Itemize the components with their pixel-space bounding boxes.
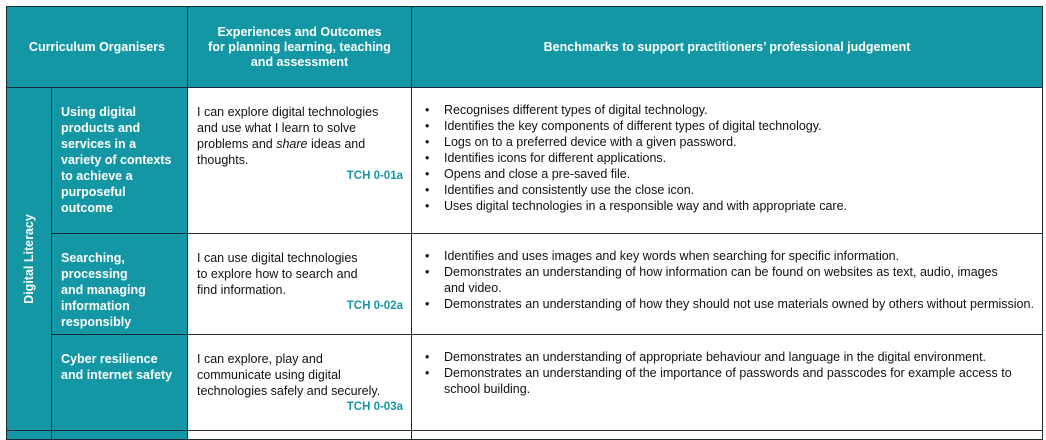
- experience-text: ideas and: [307, 137, 366, 151]
- organiser-line: and internet safety: [61, 368, 173, 382]
- list-item: • Identifies the key components of different types of digital technology.: [420, 118, 1034, 134]
- organiser-line: information: [61, 299, 130, 313]
- section-label-cell: [7, 88, 52, 431]
- experience-cell: [188, 335, 412, 431]
- organiser-cell: [52, 234, 188, 335]
- header-col1-text: Curriculum Organisers: [28, 39, 166, 54]
- outcome-code: TCH 0-01a: [346, 170, 403, 182]
- list-item: • Demonstrates an understanding of how they should not use materials owned by others without permission.: [420, 296, 1034, 312]
- benchmark-cell: [412, 234, 1043, 335]
- benchmarks-table: [6, 6, 1043, 440]
- experience-cell: [188, 88, 412, 234]
- outcome-code: TCH 0-03a: [346, 401, 403, 413]
- list-item: • Demonstrates an understanding of the importance of passwords and passcodes for example access to school building.: [420, 365, 1034, 397]
- experience-line: technologies safely and securely.: [197, 384, 381, 398]
- benchmark-list: [420, 102, 1034, 214]
- organiser-line: to achieve a: [61, 169, 133, 183]
- organiser-cell: [52, 335, 188, 431]
- header-col2-line: and assessment: [250, 54, 349, 69]
- organiser-line: processing: [61, 267, 128, 281]
- benchmark-list: [420, 349, 1034, 397]
- experience-line: and use what I learn to solve: [197, 121, 357, 135]
- list-item: • Demonstrates an understanding of appropriate behaviour and language in the digital environment.: [420, 349, 1034, 365]
- header-col2-line: for planning learning, teaching: [208, 39, 391, 54]
- experience-emphasis: share: [276, 137, 308, 151]
- section-label: Digital Literacy: [22, 214, 36, 304]
- header-row: [7, 7, 1043, 88]
- list-item: • Identifies and uses images and key words when searching for specific information.: [420, 248, 1034, 264]
- organiser-line: Using digital: [61, 105, 136, 119]
- list-item: • Identifies and consistently use the close icon.: [420, 182, 1034, 198]
- organiser-line: Searching,: [61, 251, 125, 265]
- organiser-line: variety of contexts: [61, 153, 172, 167]
- table-row: [7, 88, 1043, 234]
- outcome-code: TCH 0-02a: [346, 300, 403, 312]
- list-item: • Uses digital technologies in a responsible way and with appropriate care.: [420, 198, 1034, 214]
- experience-line: I can use digital technologies: [197, 251, 358, 265]
- list-item: • Logs on to a preferred device with a given password.: [420, 134, 1034, 150]
- benchmark-cell: [412, 335, 1043, 431]
- list-item: • Demonstrates an understanding of how information can be found on websites as text, audio, images and video.: [420, 264, 1034, 296]
- list-item: • Identifies icons for different applications.: [420, 150, 1034, 166]
- table-row: [7, 335, 1043, 431]
- list-item: • Opens and close a pre-saved file.: [420, 166, 1034, 182]
- organiser-line: outcome: [61, 201, 114, 215]
- experience-line: [197, 136, 403, 152]
- organiser-line: services in a: [61, 137, 137, 151]
- benchmark-list: [420, 248, 1034, 312]
- organiser-cell: [52, 88, 188, 234]
- organiser-line: and managing: [61, 283, 146, 297]
- header-benchmarks: [412, 7, 1043, 88]
- table-row: [7, 234, 1043, 335]
- experience-line: communicate using digital: [197, 368, 341, 382]
- organiser-line: products and: [61, 121, 141, 135]
- list-item: • Recognises different types of digital technology.: [420, 102, 1034, 118]
- experience-cell: [188, 234, 412, 335]
- header-col2-line: Experiences and Outcomes: [217, 24, 382, 39]
- experience-line: I can explore, play and: [197, 352, 323, 366]
- experience-text: problems and: [197, 137, 273, 151]
- organiser-line: Cyber resilience: [61, 352, 158, 366]
- experience-line: I can explore digital technologies: [197, 105, 379, 119]
- header-experiences-outcomes: [188, 7, 412, 88]
- experience-line: find information.: [197, 283, 286, 297]
- experience-line: thoughts.: [197, 153, 249, 167]
- benchmark-cell: [412, 88, 1043, 234]
- header-col3-text: Benchmarks to support practitioners’ professional judgement: [543, 39, 911, 54]
- organiser-line: purposeful: [61, 185, 126, 199]
- experience-line: to explore how to search and: [197, 267, 358, 281]
- organiser-line: responsibly: [61, 315, 132, 329]
- header-curriculum-organisers: [7, 7, 188, 88]
